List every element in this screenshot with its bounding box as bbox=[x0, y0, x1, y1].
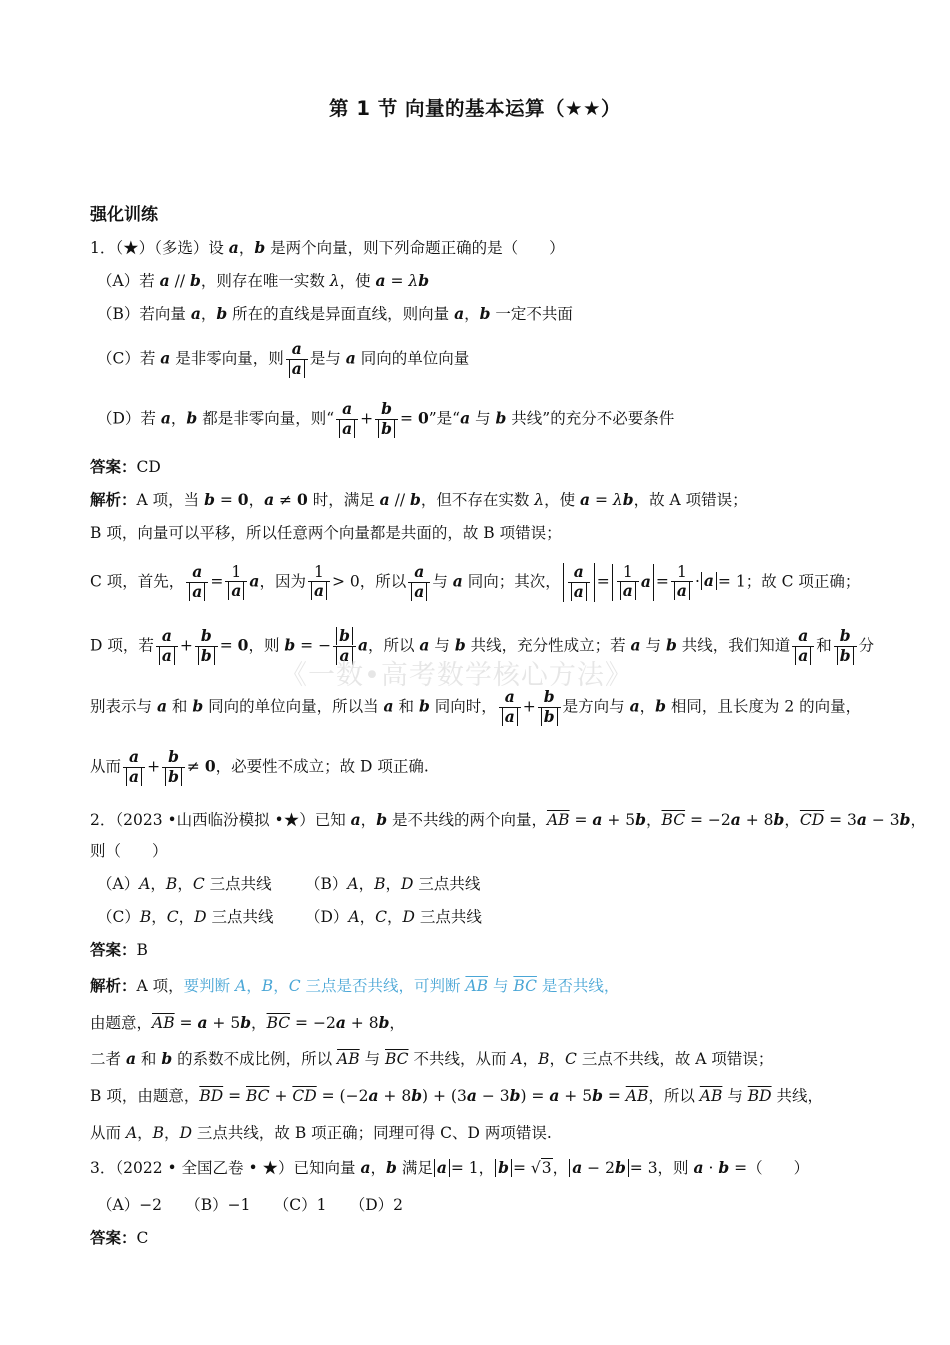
q2-stem: 2．（2023 •山西临汾模拟 •★）已知 a，b 是不共线的两个向量，$\overline{AB} = a + 5b$，$\overline{BC} = -2a + 8b$，$\overline{CD} = 3a - 3b$， bbox=[90, 810, 926, 829]
page-title: 第 1 节 向量的基本运算（★★） bbox=[329, 97, 621, 120]
q1-analysis-line-6: 从而 $\frac{a}{a}$ + $\frac{b}{b}$ ≠ 0，必要性不成立；故 D 项正确. bbox=[90, 747, 429, 786]
q1-analysis-line-4: D 项，若 $\frac{a}{a}$ + $\frac{b}{b}$ = 0，则 b = − $\frac{b}{a}$ a，所以 a 与 b 共线，充分性成立；若 a 与 b 共线，我们知道 $\frac{a}{a}$ 和 $\frac{b}{b}$ 分 bbox=[90, 626, 875, 665]
q2-answer: 答案：B bbox=[90, 941, 148, 959]
q1-stem: 1．（★）（多选）设 a，b 是两个向量，则下列命题正确的是（ ） bbox=[90, 238, 565, 257]
q1-analysis-line-3: C 项，首先， $\frac{a}{a}$ = $\frac{1}{a}$ a，因为 $\frac{1}{a}$ > 0，所以 $\frac{a}{a}$ 与 a 同向；其次， $\frac{a}{a}$ = $\frac{1}{a}$ a = $\frac{1}{a}$ · a = 1；故 C 项正确； bbox=[90, 562, 861, 601]
q2-stem-cont: 则（ ） bbox=[90, 842, 168, 860]
section-heading: 强化训练 bbox=[90, 205, 158, 225]
q1-analysis-line-2: B 项，向量可以平移，所以任意两个向量都是共面的，故 B 项错误； bbox=[90, 524, 562, 542]
watermark: 《一数•高考数学核心方法》 bbox=[280, 660, 633, 691]
q2-option-d: （D）A，C，D 三点共线 bbox=[305, 908, 482, 926]
q2-option-a: （A）A，B，C 三点共线 bbox=[97, 875, 272, 893]
q2-analysis-line-5: 从而 A，B，D 三点共线，故 B 项正确；同理可得 C、D 两项错误. bbox=[90, 1124, 552, 1142]
q2-analysis-line-2: 由题意，$\overline{AB} = a + 5b$，$\overline{BC} = -2a + 8b$， bbox=[90, 1013, 405, 1032]
q1-analysis-line-5: 别表示与 a 和 b 同向的单位向量，所以当 a 和 b 同向时， $\frac{a}{a}$ + $\frac{b}{b}$ 是方向与 a，b 相同，且长度为 2 的向量， bbox=[90, 687, 862, 726]
q2-option-b: （B）A，B，D 三点共线 bbox=[305, 875, 481, 893]
q3-answer: 答案：C bbox=[90, 1229, 149, 1247]
q1-option-b: （B）若向量 a，b 所在的直线是异面直线，则向量 a，b 一定不共面 bbox=[97, 304, 573, 323]
q1-option-d: （D）若 a，b 都是非零向量，则“ $\frac{a}{a}$ + $\frac{b}{b}$ = 0”是“a 与 b 共线”的充分不必要条件 bbox=[97, 399, 675, 438]
q3-options: （A）−2 （B）−1 （C）1 （D）2 bbox=[97, 1196, 404, 1214]
q3-stem: 3．（2022 • 全国乙卷 • ★）已知向量 a，b 满足 a = 1， b = √3， a − 2b = 3，则 a · b =（ ） bbox=[90, 1158, 810, 1177]
q2-option-c: （C）B，C，D 三点共线 bbox=[97, 908, 274, 926]
q1-analysis-line-1: 解析：A 项，当 b = 0，a ≠ 0 时，满足 a // b，但不存在实数 λ，使 a = λb，故 A 项错误； bbox=[90, 490, 748, 509]
q2-analysis-line-3: 二者 a 和 b 的系数不成比例，所以 $\overline{AB}$ 与 $\overline{BC}$ 不共线，从而 A，B，C 三点不共线，故 A 项错误； bbox=[90, 1049, 774, 1068]
q2-analysis-line-1: 解析：A 项，要判断 A，B，C 三点是否共线，可判断 $\overline{AB}$ 与 $\overline{BC}$ 是否共线， bbox=[90, 977, 620, 995]
q1-answer: 答案：CD bbox=[90, 458, 161, 476]
q2-analysis-line-4: B 项，由题意，$\overline{BD} = \overline{BC} + \overline{CD} = (-2a + 8b) + (3a - 3b) = a + 5b = \overline{AB}$，所以 $\overline{AB}$ 与 $\overline{BD}$ 共线， bbox=[90, 1086, 824, 1105]
q2-hint: 要判断 A，B，C 三点是否共线，可判断 $\overline{AB}$ 与 $\overline{BC}$ 是否共线， bbox=[183, 977, 620, 995]
q1-option-c: （C）若 a 是非零向量，则 $\frac{a}{a}$ 是与 a 同向的单位向量 bbox=[97, 339, 470, 378]
q1-option-a: （A）若 a // b，则存在唯一实数 λ，使 a = λb bbox=[97, 271, 430, 290]
